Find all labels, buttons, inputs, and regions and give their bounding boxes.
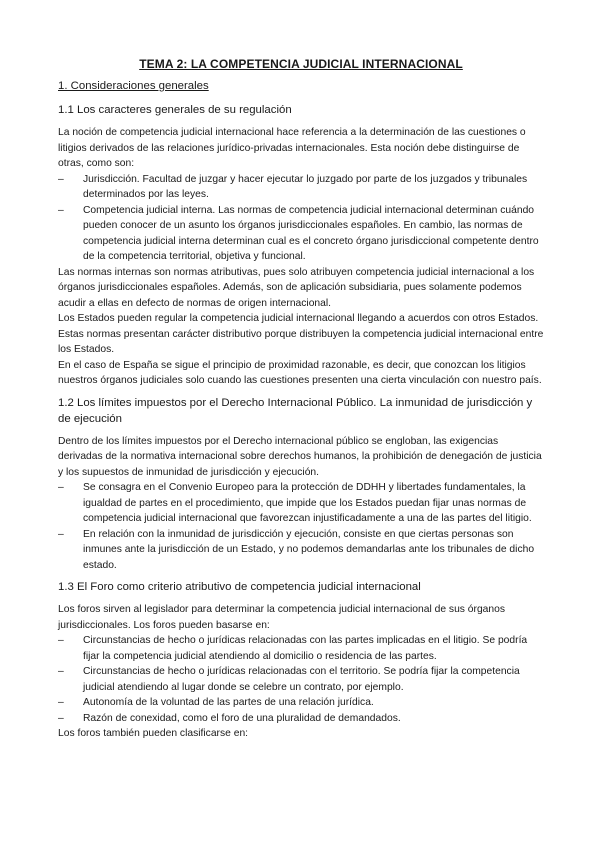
dash-bullet: –: [58, 482, 64, 493]
subsection-heading-1-1: 1.1 Los caracteres generales de su regulación: [58, 104, 292, 116]
list-item-text: Circunstancias de hecho o jurídicas relacionadas con las partes implicadas en el litigio. Se podría fijar la competencia judicial atendiendo al domicilio o residencia de las partes.: [83, 635, 528, 662]
list-item: [58, 203, 544, 265]
dash-bullet: –: [58, 712, 64, 724]
bullet-list: [58, 480, 544, 573]
subsection-heading-1-2: 1.2 Los límites impuestos por el Derecho Internacional Público. La inmunidad de jurisdicción y de ejecución: [58, 396, 533, 425]
bullet-list: [58, 172, 544, 265]
list-item-text: Jurisdicción. Facultad de juzgar y hacer ejecutar lo juzgado por parte de los juzgados y tribunales determinados por las leyes.: [83, 173, 528, 200]
paragraph: La noción de competencia judicial internacional hace referencia a la determinación de las cuestiones o litigios derivados de las relaciones jurídico-privadas internacionales. Esta noción debe distinguirse de otras, como son:: [58, 127, 526, 169]
list-item-text: Autonomía de la voluntad de las partes de una relación jurídica.: [83, 697, 374, 708]
dash-bullet: –: [58, 528, 64, 540]
list-item: [58, 172, 544, 203]
list-item: [58, 695, 544, 711]
dash-bullet: –: [58, 697, 64, 708]
dash-bullet: –: [58, 204, 64, 216]
paragraph: En el caso de España se sigue el principio de proximidad razonable, es decir, que conozcan los litigios nuestros órganos judiciales solo cuando las cuestiones presenten una cierta vinculación con nuestro país.: [58, 359, 542, 386]
paragraph: Las normas internas son normas atributivas, pues solo atribuyen competencia judicial internacional a los órganos jurisdiccionales españoles. Además, son de aplicación subsidiaria, pues solamente podemos acudir a ellas en defecto de normas de origen internacional.: [58, 266, 535, 309]
dash-bullet: –: [58, 173, 64, 185]
list-item: [58, 664, 544, 695]
paragraph: Los foros sirven al legislador para determinar la competencia judicial internacional de sus órganos jurisdiccionales. Los foros pueden basarse en:: [58, 604, 506, 631]
list-item-text: En relación con la inmunidad de jurisdicción y ejecución, consiste en que ciertas personas son inmunes ante la jurisdicción de un Estado, y no podemos demandarlas ante los tribunales de dicho estado.: [83, 528, 535, 571]
list-item-text: Razón de conexidad, como el foro de una pluralidad de demandados.: [83, 712, 401, 724]
paragraph: Los foros también pueden clasificarse en:: [58, 728, 249, 739]
list-item: [58, 711, 544, 727]
subsection-heading-1-3: 1.3 El Foro como criterio atributivo de competencia judicial internacional: [58, 581, 421, 593]
dash-bullet: –: [58, 635, 64, 646]
section-heading-1: 1. Consideraciones generales: [58, 80, 209, 92]
bullet-list: [58, 633, 544, 726]
list-item: [58, 480, 544, 527]
list-item: [58, 527, 544, 574]
list-item-text: Competencia judicial interna. Las normas de competencia judicial internacional determinan cuándo pueden conocer de un asunto los órganos jurisdiccionales españoles. En cambio, las normas de competencia judicial interna determinan cual es el concreto órgano jurisdiccional competente dentro de la competencia territorial, objetiva y funcional.: [83, 204, 539, 262]
list-item: [58, 633, 544, 664]
list-item-text: Circunstancias de hecho o jurídicas relacionadas con el territorio. Se podría fijar la competencia judicial atendiendo al lugar donde se celebre un contrato, por ejemplo.: [83, 666, 520, 693]
dash-bullet: –: [58, 666, 64, 677]
paragraph: Dentro de los límites impuestos por el Derecho internacional público se engloban, las exigencias derivadas de la normativa internacional sobre derechos humanos, la prohibición de denegación de justicia y los supuestos de inmunidad de jurisdicción y ejecución.: [58, 435, 542, 478]
paragraph: Los Estados pueden regular la competencia judicial internacional llegando a acuerdos con otros Estados. Estas normas presentan carácter distributivo porque distribuyen la competencia judicial internacional entre los Estados.: [58, 313, 544, 355]
page-title: TEMA 2: LA COMPETENCIA JUDICIAL INTERNACIONAL: [139, 57, 463, 71]
list-item-text: Se consagra en el Convenio Europeo para la protección de DDHH y libertades fundamentales, la igualdad de partes en el procedimiento, que impide que los Estados puedan fijar unas normas de competencia judicial internacional que favorezcan injustificadamente a una de las partes del litigio.: [83, 482, 532, 524]
